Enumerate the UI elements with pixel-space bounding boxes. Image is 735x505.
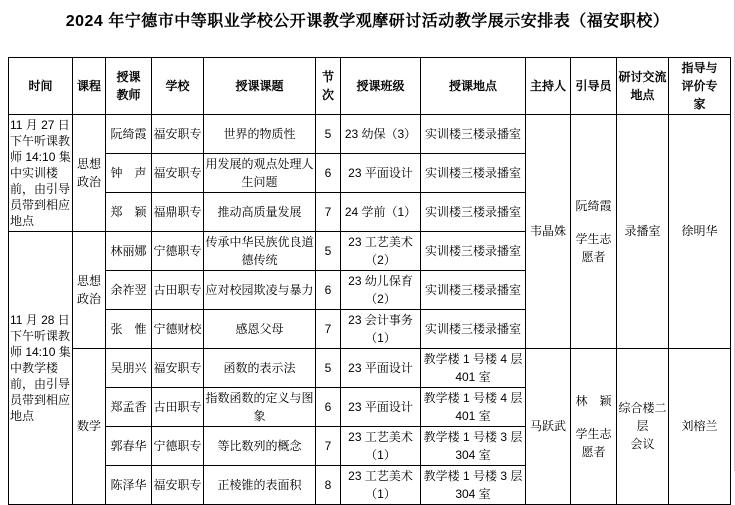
cell-period: 7 bbox=[316, 192, 341, 231]
cell-topic: 函数的表示法 bbox=[204, 348, 316, 387]
cell-location: 教学楼 1 号楼 3 层 304 室 bbox=[421, 465, 526, 504]
cell-location: 教学楼 1 号楼 4 层 401 室 bbox=[421, 348, 526, 387]
discussion-line-1: 综合楼二层 bbox=[618, 401, 667, 434]
discussion-line-2: 会议 bbox=[630, 437, 655, 452]
cell-period: 6 bbox=[316, 270, 341, 309]
header-course bbox=[73, 57, 106, 114]
cell-topic: 世界的物质性 bbox=[204, 114, 316, 153]
table-row-7 bbox=[9, 348, 731, 387]
header-guide-label: 引导员 bbox=[575, 79, 612, 94]
cell-class: 23 会计事务（1） bbox=[341, 309, 421, 348]
cell-school: 福鼎职专 bbox=[152, 192, 204, 231]
cell-location: 实训楼三楼录播室 bbox=[421, 231, 526, 270]
cell-teacher: 郑 颖 bbox=[106, 192, 152, 231]
header-time bbox=[9, 57, 73, 114]
cell-teacher: 陈泽华 bbox=[106, 465, 152, 504]
header-school-label: 学校 bbox=[165, 79, 190, 94]
cell-school: 宁德财校 bbox=[152, 309, 204, 348]
cell-course-politics-2: 思想政治 bbox=[73, 231, 106, 348]
cell-discussion-1 bbox=[617, 114, 669, 348]
cell-school: 宁德职专 bbox=[152, 426, 204, 465]
cell-period: 6 bbox=[316, 387, 341, 426]
cell-period: 6 bbox=[316, 153, 341, 192]
cell-guide-2 bbox=[571, 348, 617, 504]
cell-topic: 应对校园欺凌与暴力 bbox=[204, 270, 316, 309]
table-row-1 bbox=[9, 114, 731, 153]
cell-location: 实训楼三楼录播室 bbox=[421, 270, 526, 309]
cell-teacher: 阮绮霞 bbox=[106, 114, 152, 153]
header-discussion-label: 研讨交流地点 bbox=[618, 69, 667, 102]
cell-teacher: 郭春华 bbox=[106, 426, 152, 465]
cell-teacher: 吴朋兴 bbox=[106, 348, 152, 387]
cell-host-1: 韦晶姝 bbox=[526, 114, 571, 348]
cell-class: 23 工艺美术（2） bbox=[341, 231, 421, 270]
header-topic bbox=[204, 57, 316, 114]
header-teacher-label: 授课教师 bbox=[116, 69, 141, 102]
cell-topic: 正棱锥的表面积 bbox=[204, 465, 316, 504]
cell-topic: 等比数列的概念 bbox=[204, 426, 316, 465]
guide-volunteers: 学生志愿者 bbox=[575, 426, 612, 459]
cell-location: 实训楼三楼录播室 bbox=[421, 114, 526, 153]
cell-discussion-2 bbox=[617, 348, 669, 504]
table-header-row bbox=[9, 57, 731, 114]
cell-class: 23 平面设计 bbox=[341, 153, 421, 192]
header-topic-label: 授课课题 bbox=[235, 79, 284, 94]
cell-location: 实训楼三楼录播室 bbox=[421, 309, 526, 348]
cell-time-nov28: 11 月 28 日下午听课教师 14:10 集中教学楼前，由引导员带到相应地点 bbox=[9, 231, 73, 504]
cell-location: 教学楼 1 号楼 3 层 304 室 bbox=[421, 426, 526, 465]
guide-volunteers: 学生志愿者 bbox=[575, 231, 612, 264]
header-period bbox=[316, 57, 341, 114]
cell-class: 24 学前（1） bbox=[341, 192, 421, 231]
header-class-label: 授课班级 bbox=[356, 79, 405, 94]
header-class bbox=[341, 57, 421, 114]
cell-host-2: 马跃武 bbox=[526, 348, 571, 504]
header-period-label: 节次 bbox=[321, 69, 334, 102]
header-location-label: 授课地点 bbox=[448, 79, 497, 94]
cell-topic: 用发展的观点处理人生问题 bbox=[204, 153, 316, 192]
cell-school: 古田职专 bbox=[152, 270, 204, 309]
cell-location: 实训楼三楼录播室 bbox=[421, 153, 526, 192]
cell-time-nov27: 11 月 27 日下午听课教师 14:10 集中实训楼前，由引导员带到相应地点 bbox=[9, 114, 73, 231]
header-expert bbox=[669, 57, 731, 114]
discussion-line-1: 录播室 bbox=[624, 224, 661, 239]
cell-class: 23 工艺美术（1） bbox=[341, 426, 421, 465]
cell-expert-1: 徐明华 bbox=[669, 114, 731, 348]
cell-class: 23 幼儿保育（2） bbox=[341, 270, 421, 309]
schedule-table bbox=[8, 57, 731, 505]
cell-class: 23 工艺美术（1） bbox=[341, 465, 421, 504]
cell-school: 福安职专 bbox=[152, 153, 204, 192]
cell-teacher: 张 惟 bbox=[106, 309, 152, 348]
cell-guide-1 bbox=[571, 114, 617, 348]
header-guide bbox=[571, 57, 617, 114]
cell-class: 23 平面设计 bbox=[341, 387, 421, 426]
header-course-label: 课程 bbox=[76, 79, 101, 94]
header-location bbox=[421, 57, 526, 114]
cell-course-math: 数学 bbox=[73, 348, 106, 504]
cell-location: 实训楼三楼录播室 bbox=[421, 192, 526, 231]
cell-class: 23 平面设计 bbox=[341, 348, 421, 387]
cell-period: 5 bbox=[316, 231, 341, 270]
cell-period: 7 bbox=[316, 309, 341, 348]
header-host-label: 主持人 bbox=[529, 79, 566, 94]
header-expert-label: 指导与评价专家 bbox=[681, 60, 718, 111]
header-time-label: 时间 bbox=[28, 79, 53, 94]
cell-school: 古田职专 bbox=[152, 387, 204, 426]
cell-course-politics-1: 思想政治 bbox=[73, 114, 106, 231]
cell-topic: 指数函数的定义与图象 bbox=[204, 387, 316, 426]
cell-period: 5 bbox=[316, 114, 341, 153]
cell-school: 宁德职专 bbox=[152, 231, 204, 270]
cell-period: 7 bbox=[316, 426, 341, 465]
cell-teacher: 郑孟香 bbox=[106, 387, 152, 426]
header-teacher bbox=[106, 57, 152, 114]
cell-school: 福安职专 bbox=[152, 348, 204, 387]
cell-topic: 推动高质量发展 bbox=[204, 192, 316, 231]
cell-teacher: 余祚翌 bbox=[106, 270, 152, 309]
cell-teacher: 林丽娜 bbox=[106, 231, 152, 270]
page-title: 2024 年宁德市中等职业学校公开课教学观摩研讨活动教学展示安排表（福安职校） bbox=[65, 13, 670, 30]
cell-topic: 传承中华民族优良道德传统 bbox=[204, 231, 316, 270]
header-host bbox=[526, 57, 571, 114]
header-school bbox=[152, 57, 204, 114]
cell-class: 23 幼保（3） bbox=[341, 114, 421, 153]
cell-period: 8 bbox=[316, 465, 341, 504]
cell-topic: 感恩父母 bbox=[204, 309, 316, 348]
cell-school: 福安职专 bbox=[152, 114, 204, 153]
header-discussion bbox=[617, 57, 669, 114]
guide-name: 阮绮霞 bbox=[575, 198, 612, 213]
guide-name: 林 颖 bbox=[575, 393, 612, 408]
cell-period: 5 bbox=[316, 348, 341, 387]
cell-school: 福安职专 bbox=[152, 465, 204, 504]
cell-teacher: 钟 声 bbox=[106, 153, 152, 192]
cell-expert-2: 刘榕兰 bbox=[669, 348, 731, 504]
cell-location: 教学楼 1 号楼 4 层 401 室 bbox=[421, 387, 526, 426]
